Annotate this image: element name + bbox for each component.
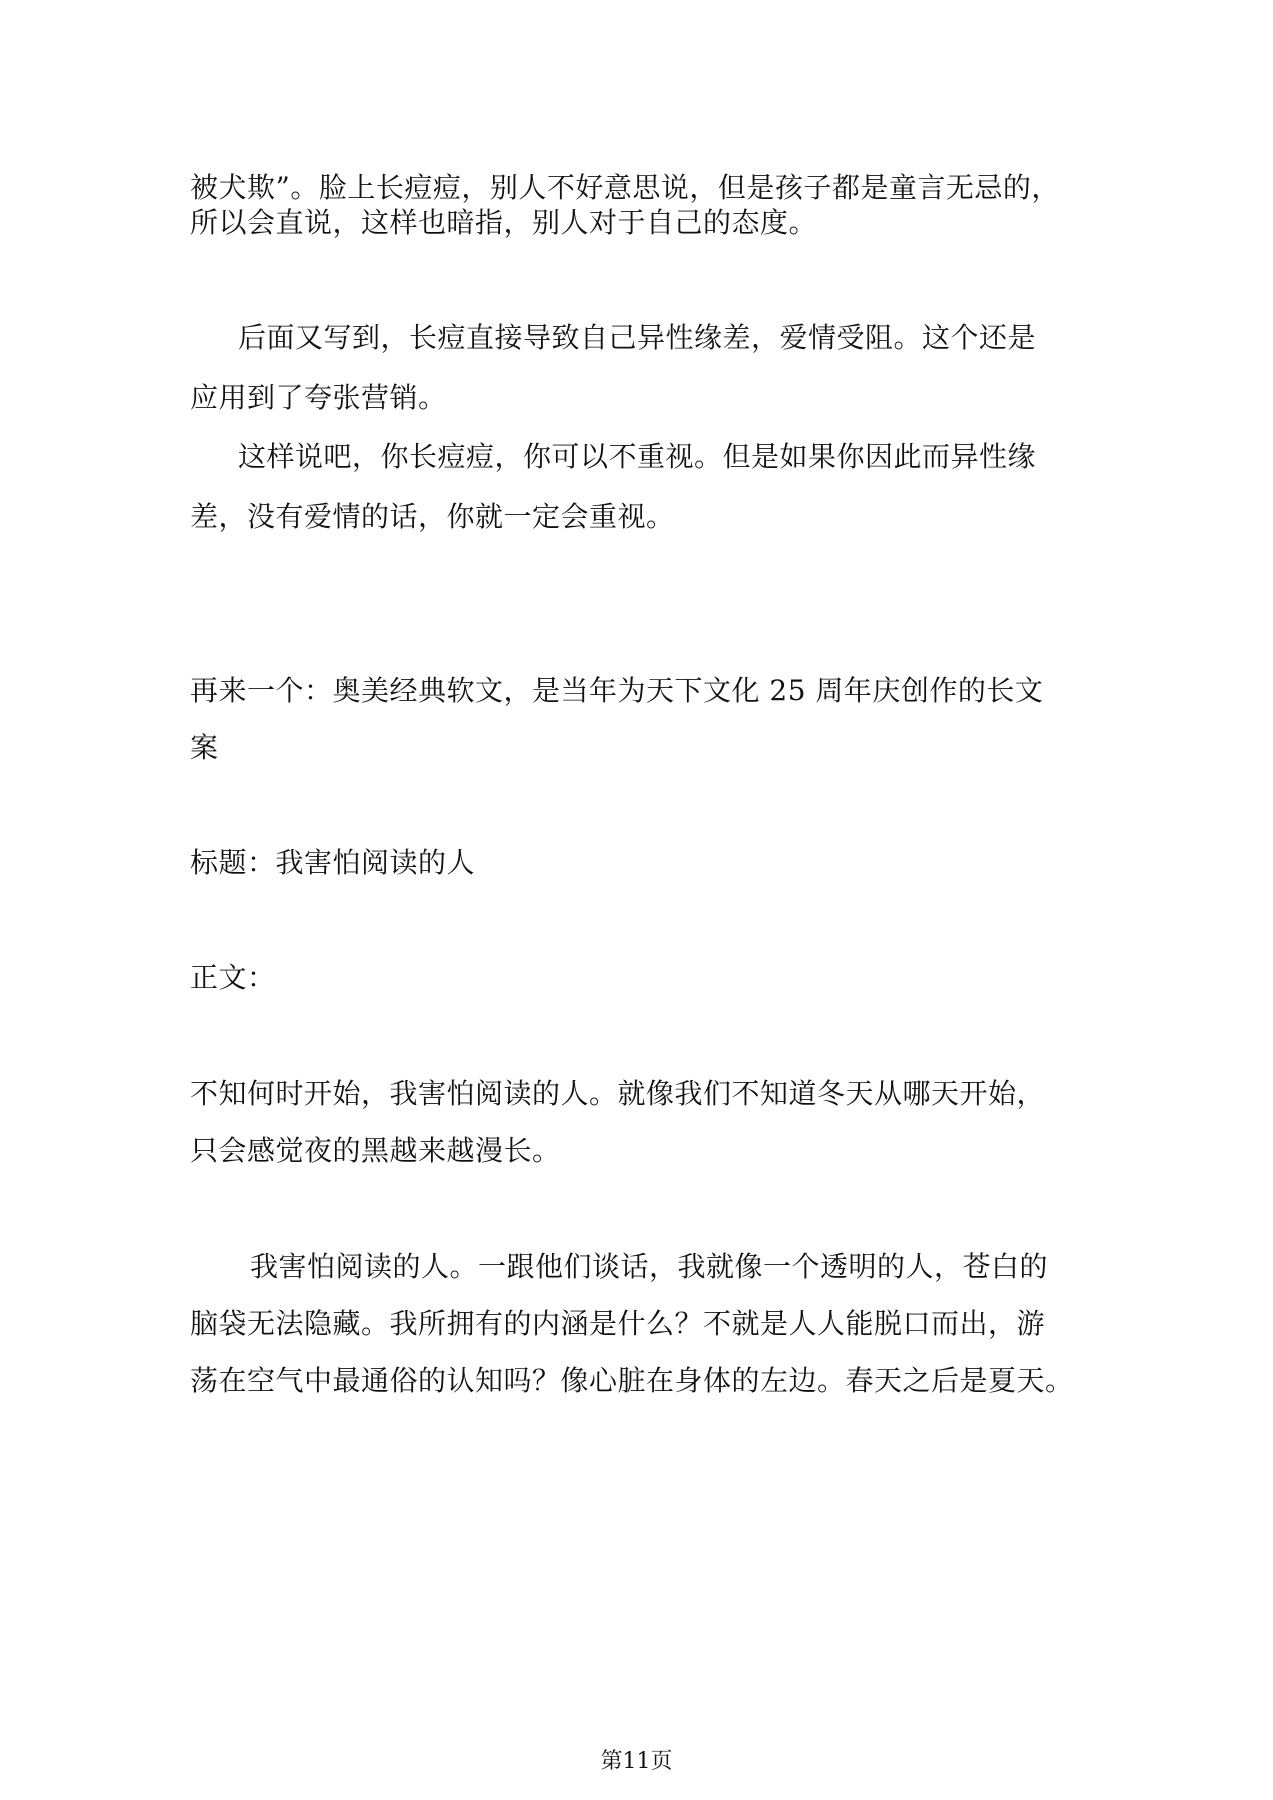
- paragraph-line: 荡在空气中最通俗的认知吗？像心脏在身体的左边。春天之后是夏天。: [190, 1364, 1074, 1397]
- paragraph-line: 后面又写到，长痘直接导致自己异性缘差，爱情受阻。这个还是: [238, 321, 1037, 354]
- section-label: 正文：: [190, 961, 276, 994]
- paragraph-line: 被犬欺”。脸上长痘痘，别人不好意思说，但是孩子都是童言无忌的，: [190, 171, 1060, 204]
- paragraph-line: 不知何时开始，我害怕阅读的人。就像我们不知道冬天从哪天开始，: [190, 1077, 1046, 1110]
- paragraph-line: 只会感觉夜的黑越来越漫长。: [190, 1134, 561, 1167]
- paragraph-line: 应用到了夸张营销。: [190, 381, 447, 414]
- paragraph-line: 案: [190, 731, 219, 764]
- paragraph-line: 我害怕阅读的人。一跟他们谈话，我就像一个透明的人，苍白的: [250, 1250, 1049, 1283]
- paragraph-line: 所以会直说，这样也暗指，别人对于自己的态度。: [190, 206, 818, 239]
- paragraph-line: 脑袋无法隐藏。我所拥有的内涵是什么？不就是人人能脱口而出，游: [190, 1307, 1046, 1340]
- paragraph-line: 这样说吧，你长痘痘，你可以不重视。但是如果你因此而异性缘: [238, 440, 1037, 473]
- paragraph-line: 再来一个：奥美经典软文，是当年为天下文化 25 周年庆创作的长文: [190, 674, 1044, 707]
- paragraph-line: 差，没有爱情的话，你就一定会重视。: [190, 500, 675, 533]
- document-title-line: 标题：我害怕阅读的人: [190, 846, 476, 879]
- page-number: 第11页: [600, 1749, 673, 1774]
